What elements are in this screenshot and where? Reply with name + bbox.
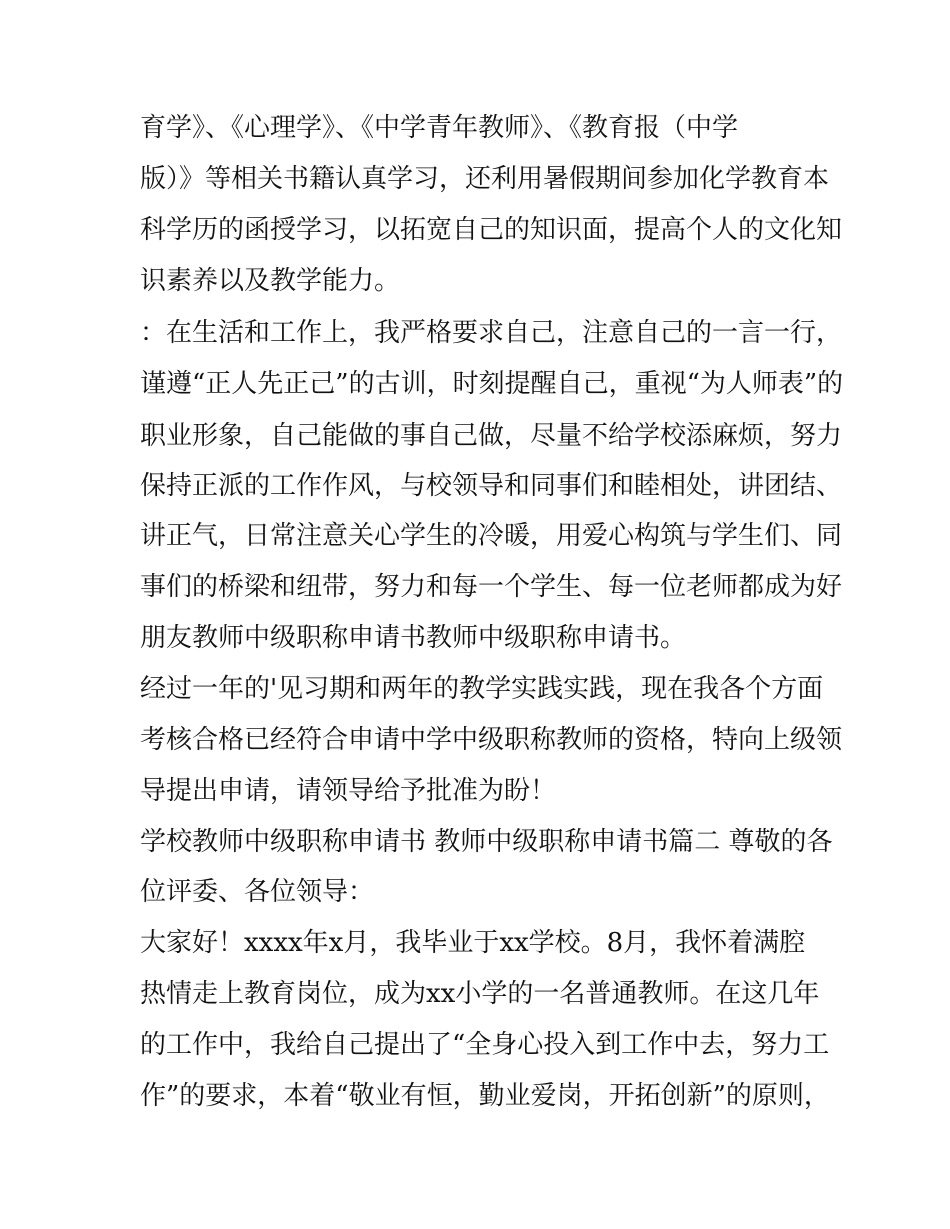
text-line: 作”的要求，本着“敬业有恒，勤业爱岗，开拓创新”的原则， [140,1081,830,1111]
text-line: 的工作中，我给自己提出了“全身心投入到工作中去，努力工 [140,1030,830,1060]
text-line: 讲正气，日常注意关心学生的冷暖，用爱心构筑与学生们、同 [140,521,843,551]
text-line: 版）》等相关书籍认真学习，还利用暑假期间参加化学教育本 [140,164,830,194]
text-line: 科学历的函授学习，以拓宽自己的知识面，提高个人的文化知 [140,215,843,245]
text-line: 学校教师中级职称申请书 教师中级职称申请书篇二 尊敬的各 [140,827,833,857]
text-line: 职业形象，自己能做的事自己做，尽量不给学校添麻烦，努力 [140,421,843,451]
text-line: 朋友教师中级职称申请书教师中级职称申请书。 [140,623,687,653]
text-line: 热情走上教育岗位，成为xx小学的一名普通教师。在这几年 [140,979,820,1009]
text-line: 保持正派的工作作风，与校领导和同事们和睦相处，讲团结、 [140,471,843,501]
text-line: 育学》、《心理学》、《中学青年教师》、《教育报（中学 [140,113,739,143]
text-line: ：在生活和工作上，我严格要求自己，注意自己的一言一行， [140,318,843,348]
text-line: 经过一年的'见习期和两年的教学实践实践，现在我各个方面 [140,674,824,704]
text-line: 考核合格已经符合申请中学中级职称教师的资格，特向上级领 [140,725,843,755]
text-line: 大家好！xxxx年x月，我毕业于xx学校。8月，我怀着满腔 [140,928,806,958]
text-line: 位评委、各位领导： [140,877,375,907]
text-line: 事们的桥梁和纽带，努力和每一个学生、每一位老师都成为好 [140,572,843,602]
text-line: 导提出申请，请领导给予批准为盼！ [140,776,557,806]
text-line: 谨遵“正人先正己”的古训，时刻提醒自己，重视“为人师表”的 [140,369,844,399]
text-line: 识素养以及教学能力。 [140,266,401,296]
